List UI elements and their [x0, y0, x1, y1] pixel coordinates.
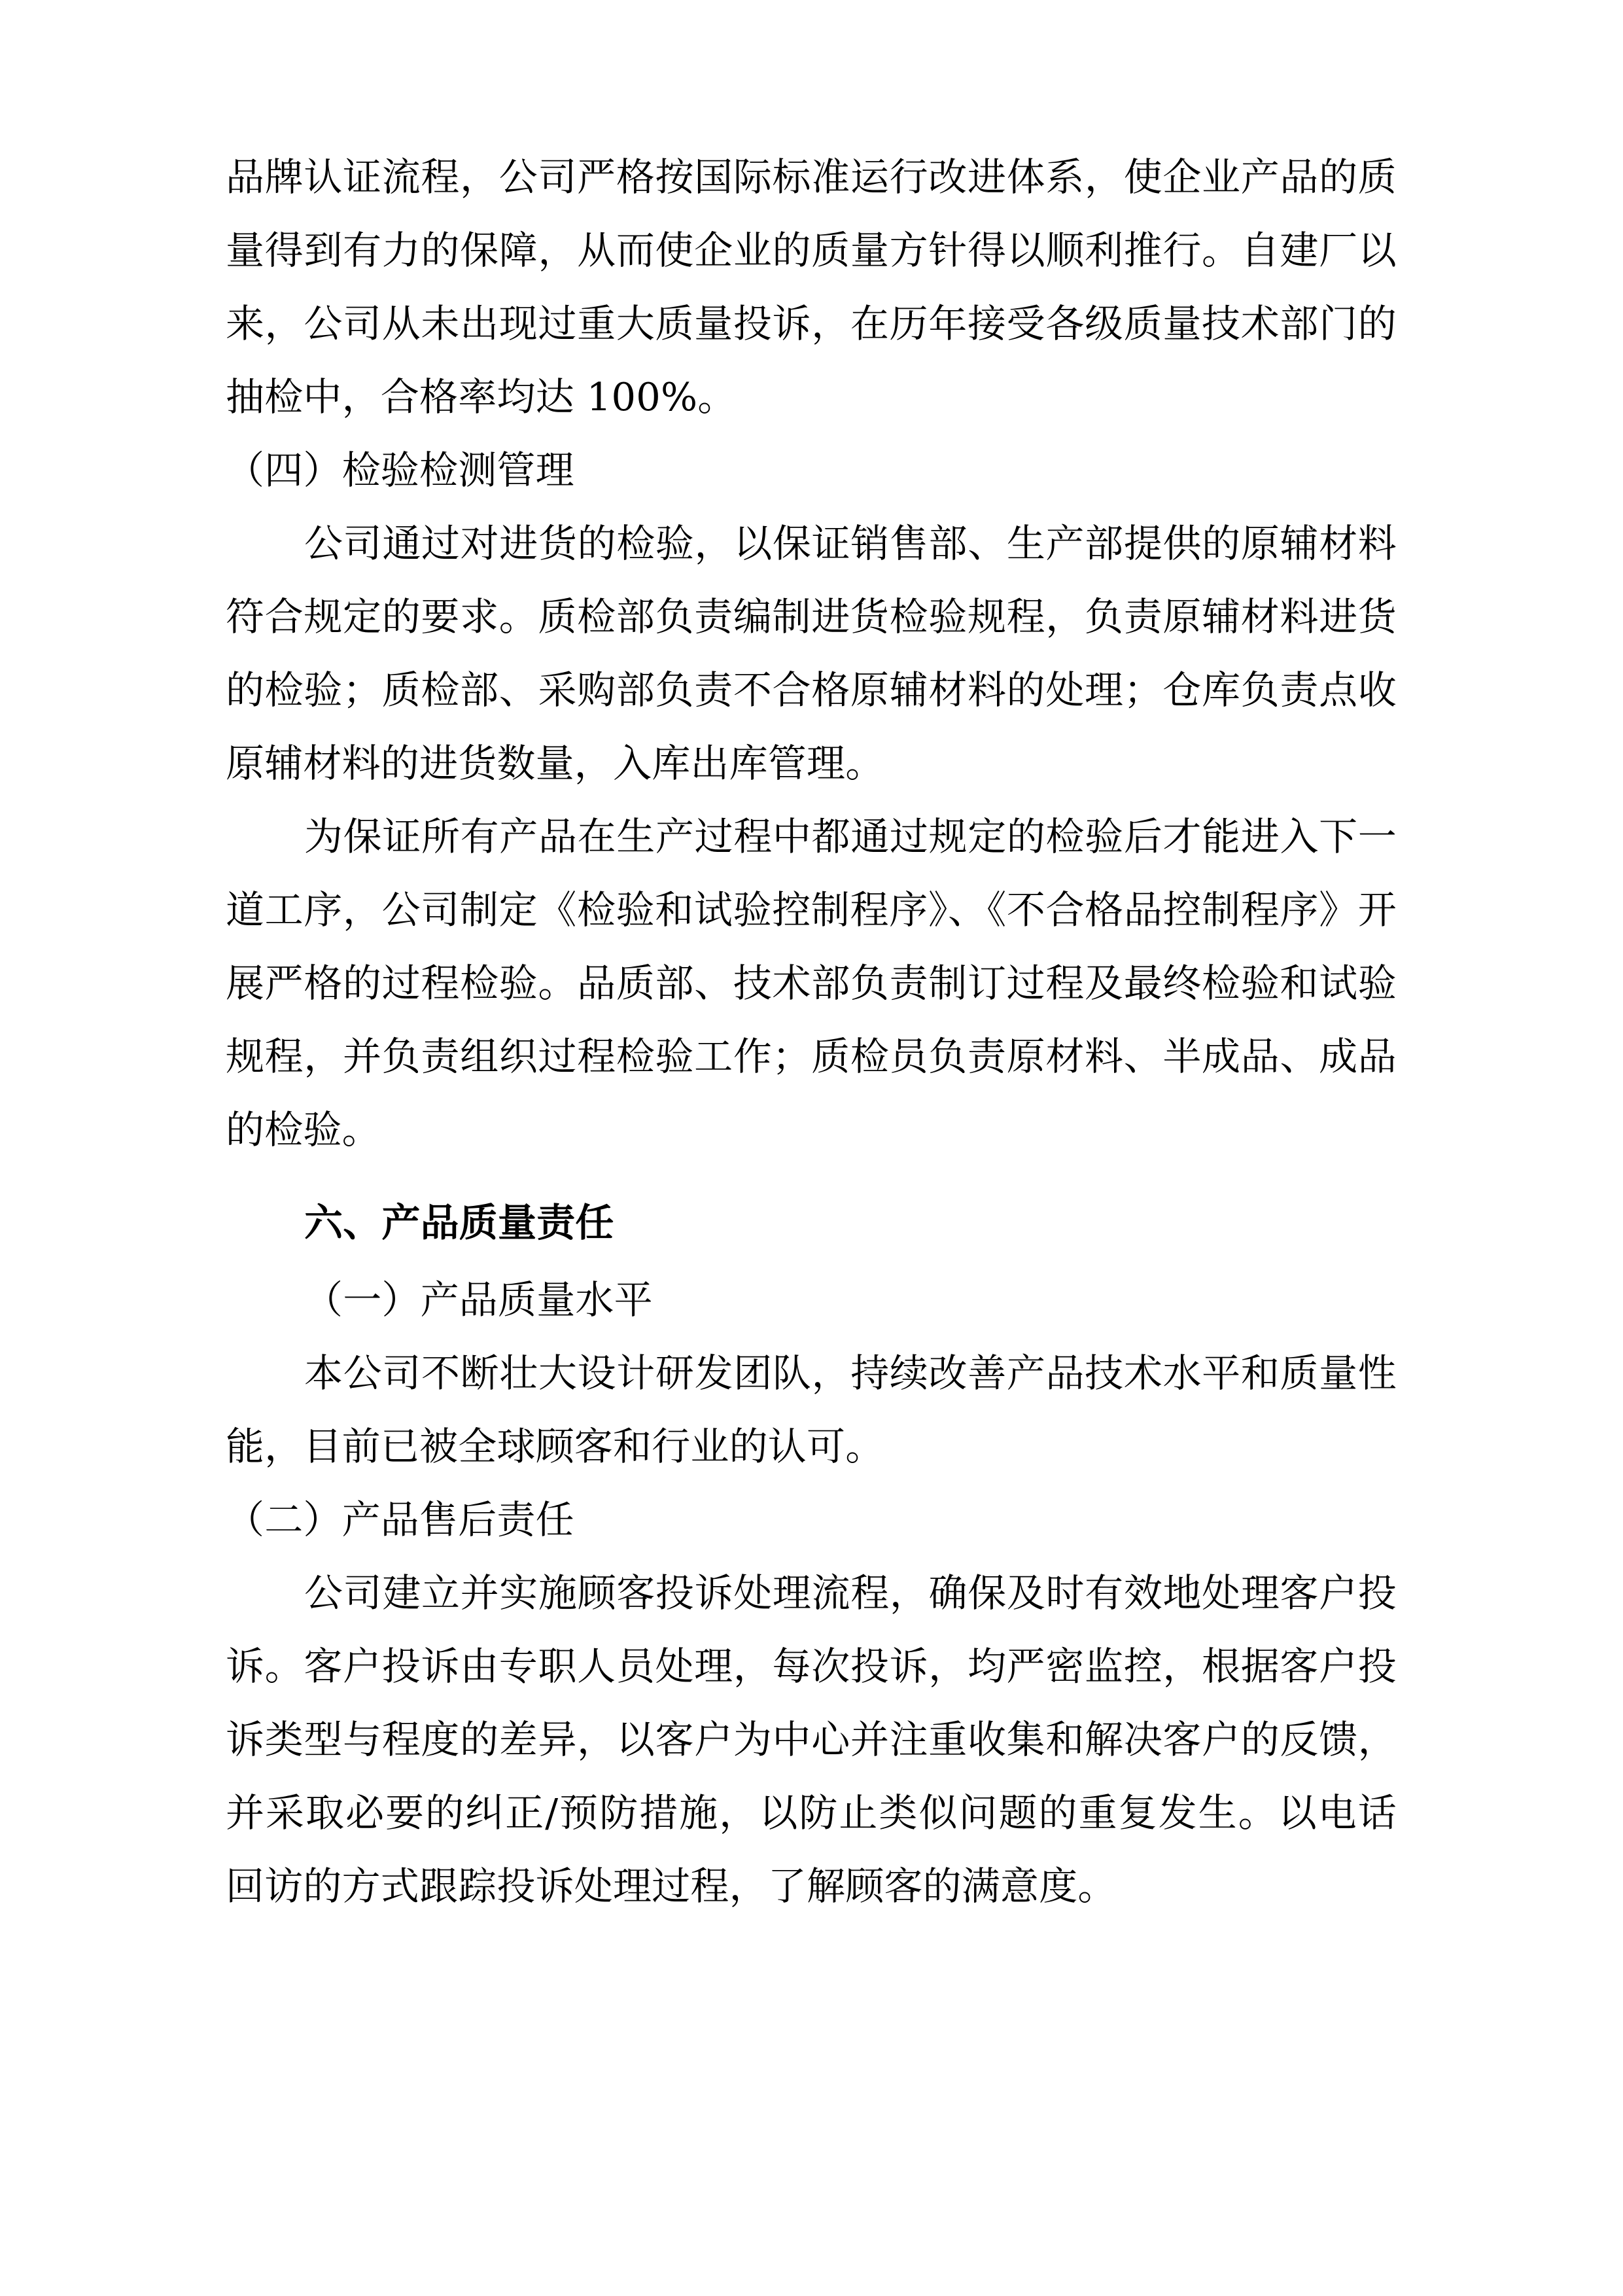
subheading-inspection-management: （四）检验检测管理: [226, 448, 574, 493]
paragraph-process-inspection: 为保证所有产品在生产过程中都通过规定的检验后才能进入下一道工序，公司制定《检验和试验控制程序》、《不合格品控制程序》开展严格的过程检验。品质部、技术部负责制订过程及最终检验和试验规程，并负责组织过程检验工作；质检员负责原材料、半成品、成品的检验。: [226, 814, 1397, 1152]
paragraph-incoming-inspection: 公司通过对进货的检验，以保证销售部、生产部提供的原辅材料符合规定的要求。质检部负责编制进货检验规程，负责原辅材料进货的检验；质检部、采购部负责不合格原辅材料的处理；仓库负责点收原辅材料的进货数量，入库出库管理。: [226, 521, 1397, 786]
heading-product-quality-responsibility: 六、产品质量责任: [304, 1200, 614, 1245]
paragraph-quality-level-body: 本公司不断壮大设计研发团队，持续改善产品技术水平和质量性能，目前已被全球顾客和行业的认可。: [226, 1351, 1397, 1469]
subheading-quality-level: （一）产品质量水平: [304, 1277, 653, 1322]
paragraph-after-sales-body: 公司建立并实施顾客投诉处理流程，确保及时有效地处理客户投诉。客户投诉由专职人员处理，每次投诉，均严密监控，根据客户投诉类型与程度的差异，以客户为中心并注重收集和解决客户的反馈，并采取必要的纠正/预防措施，以防止类似问题的重复发生。以电话回访的方式跟踪投诉处理过程，了解顾客的满意度。: [226, 1570, 1397, 1909]
document-body: [226, 141, 1397, 1923]
paragraph-continuation: 品牌认证流程，公司严格按国际标准运行改进体系，使企业产品的质量得到有力的保障，从而使企业的质量方针得以顺利推行。自建厂以来，公司从未出现过重大质量投诉，在历年接受各级质量技术部门的抽检中，合格率均达 100%。: [226, 154, 1397, 419]
subheading-after-sales-responsibility: （二）产品售后责任: [226, 1497, 574, 1542]
